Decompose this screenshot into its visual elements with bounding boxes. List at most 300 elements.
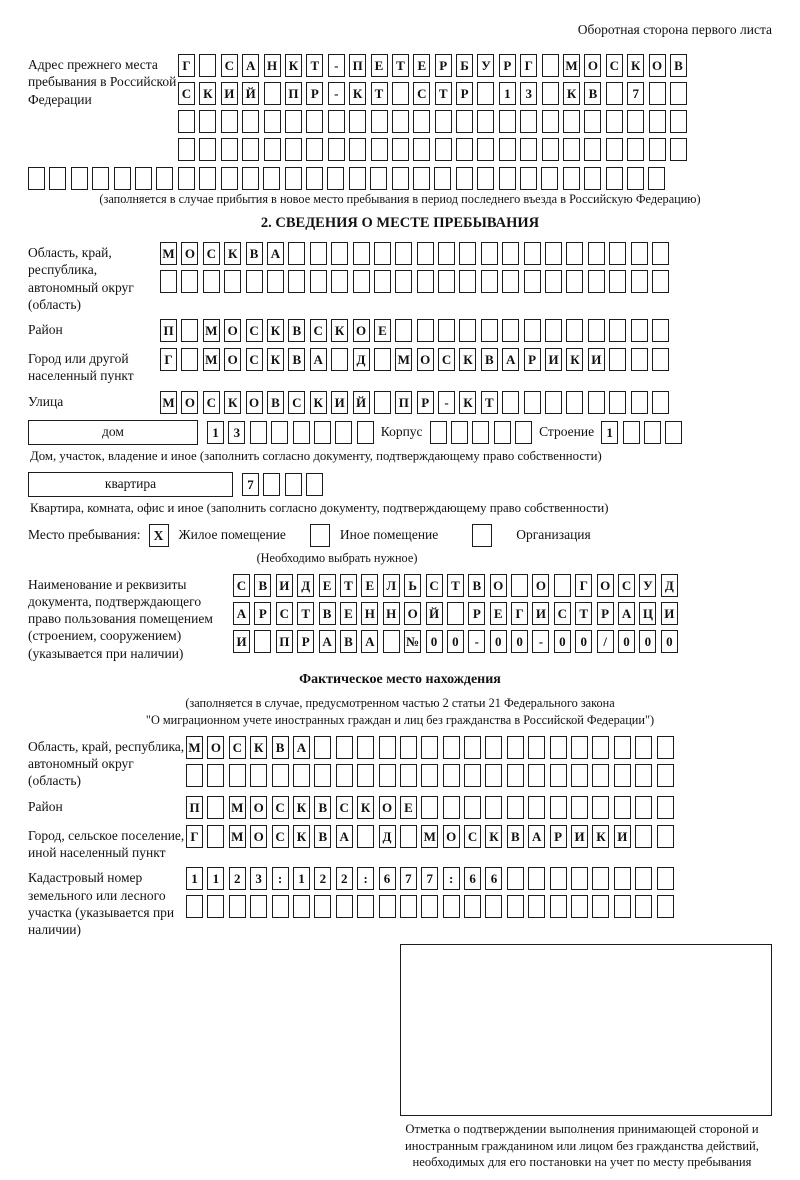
char-box[interactable]: Т: [306, 54, 323, 77]
char-box[interactable]: [392, 110, 409, 133]
char-box[interactable]: Р: [456, 82, 473, 105]
char-box[interactable]: С: [246, 348, 263, 371]
char-box[interactable]: [199, 138, 216, 161]
char-box[interactable]: [395, 242, 412, 265]
char-box[interactable]: [606, 110, 623, 133]
char-box[interactable]: А: [618, 602, 635, 625]
char-box[interactable]: С: [178, 82, 195, 105]
char-box[interactable]: [272, 895, 289, 918]
char-box[interactable]: [400, 895, 417, 918]
char-box[interactable]: [374, 348, 391, 371]
char-box[interactable]: [285, 110, 302, 133]
char-box[interactable]: [285, 473, 302, 496]
char-box[interactable]: :: [272, 867, 289, 890]
char-box[interactable]: [670, 110, 687, 133]
char-box[interactable]: [652, 242, 669, 265]
char-box[interactable]: [520, 167, 537, 190]
char-box[interactable]: [631, 270, 648, 293]
char-box[interactable]: К: [293, 825, 310, 848]
char-box[interactable]: -: [328, 82, 345, 105]
char-box[interactable]: И: [588, 348, 605, 371]
char-box[interactable]: 0: [661, 630, 678, 653]
char-box[interactable]: 1: [207, 867, 224, 890]
char-box[interactable]: 0: [511, 630, 528, 653]
char-box[interactable]: [528, 895, 545, 918]
char-box[interactable]: [357, 825, 374, 848]
char-box[interactable]: С: [272, 825, 289, 848]
char-box[interactable]: С: [246, 319, 263, 342]
char-box[interactable]: [588, 391, 605, 414]
char-box[interactable]: [588, 242, 605, 265]
char-box[interactable]: [520, 138, 537, 161]
char-box[interactable]: [563, 138, 580, 161]
char-box[interactable]: [288, 270, 305, 293]
char-box[interactable]: [221, 138, 238, 161]
char-box[interactable]: [314, 895, 331, 918]
char-box[interactable]: М: [203, 319, 220, 342]
char-box[interactable]: [528, 867, 545, 890]
char-box[interactable]: 3: [228, 421, 245, 444]
char-box[interactable]: В: [584, 82, 601, 105]
char-box[interactable]: [502, 391, 519, 414]
char-box[interactable]: [293, 764, 310, 787]
char-box[interactable]: [306, 473, 323, 496]
char-box[interactable]: [627, 110, 644, 133]
char-box[interactable]: Е: [361, 574, 378, 597]
char-box[interactable]: [379, 736, 396, 759]
house-type-box[interactable]: дом: [28, 420, 198, 445]
char-box[interactable]: [264, 82, 281, 105]
char-box[interactable]: [464, 764, 481, 787]
char-box[interactable]: Г: [186, 825, 203, 848]
char-box[interactable]: [657, 796, 674, 819]
char-box[interactable]: [328, 138, 345, 161]
char-box[interactable]: М: [421, 825, 438, 848]
char-box[interactable]: В: [254, 574, 271, 597]
char-box[interactable]: [438, 270, 455, 293]
char-box[interactable]: [293, 421, 310, 444]
char-box[interactable]: М: [160, 391, 177, 414]
char-box[interactable]: К: [563, 82, 580, 105]
char-box[interactable]: А: [242, 54, 259, 77]
char-box[interactable]: [417, 319, 434, 342]
char-box[interactable]: [563, 167, 580, 190]
char-box[interactable]: -: [328, 54, 345, 77]
char-box[interactable]: [571, 867, 588, 890]
char-box[interactable]: 6: [379, 867, 396, 890]
char-box[interactable]: [649, 82, 666, 105]
char-box[interactable]: 3: [520, 82, 537, 105]
char-box[interactable]: [554, 574, 571, 597]
char-box[interactable]: С: [618, 574, 635, 597]
char-box[interactable]: 0: [575, 630, 592, 653]
char-box[interactable]: [335, 421, 352, 444]
char-box[interactable]: [443, 796, 460, 819]
char-box[interactable]: [614, 736, 631, 759]
char-box[interactable]: [435, 138, 452, 161]
char-box[interactable]: [421, 895, 438, 918]
char-box[interactable]: В: [272, 736, 289, 759]
char-box[interactable]: [464, 736, 481, 759]
char-box[interactable]: [456, 138, 473, 161]
char-box[interactable]: [507, 895, 524, 918]
char-box[interactable]: 0: [490, 630, 507, 653]
apartment-type-box[interactable]: квартира: [28, 472, 233, 497]
char-box[interactable]: И: [233, 630, 250, 653]
char-box[interactable]: Е: [371, 54, 388, 77]
char-box[interactable]: [528, 796, 545, 819]
char-box[interactable]: [614, 895, 631, 918]
char-box[interactable]: У: [477, 54, 494, 77]
char-box[interactable]: [374, 391, 391, 414]
char-box[interactable]: [392, 82, 409, 105]
char-box[interactable]: [507, 736, 524, 759]
char-box[interactable]: [156, 167, 173, 190]
char-box[interactable]: О: [404, 602, 421, 625]
char-box[interactable]: Д: [353, 348, 370, 371]
char-box[interactable]: С: [336, 796, 353, 819]
char-box[interactable]: Т: [481, 391, 498, 414]
char-box[interactable]: [571, 895, 588, 918]
char-box[interactable]: [331, 242, 348, 265]
char-box[interactable]: Т: [435, 82, 452, 105]
char-box[interactable]: -: [468, 630, 485, 653]
char-box[interactable]: Е: [490, 602, 507, 625]
char-box[interactable]: О: [224, 348, 241, 371]
char-box[interactable]: М: [186, 736, 203, 759]
char-box[interactable]: [584, 167, 601, 190]
char-box[interactable]: Т: [447, 574, 464, 597]
char-box[interactable]: [631, 242, 648, 265]
char-box[interactable]: [545, 270, 562, 293]
char-box[interactable]: Р: [499, 54, 516, 77]
char-box[interactable]: [443, 764, 460, 787]
char-box[interactable]: 0: [447, 630, 464, 653]
char-box[interactable]: [614, 867, 631, 890]
char-box[interactable]: С: [426, 574, 443, 597]
char-box[interactable]: [438, 319, 455, 342]
char-box[interactable]: [314, 764, 331, 787]
char-box[interactable]: А: [267, 242, 284, 265]
char-box[interactable]: С: [438, 348, 455, 371]
char-box[interactable]: [652, 348, 669, 371]
char-box[interactable]: И: [532, 602, 549, 625]
char-box[interactable]: [221, 167, 238, 190]
char-box[interactable]: Т: [297, 602, 314, 625]
char-box[interactable]: [135, 167, 152, 190]
char-box[interactable]: [353, 270, 370, 293]
char-box[interactable]: [421, 736, 438, 759]
char-box[interactable]: [181, 319, 198, 342]
char-box[interactable]: Р: [435, 54, 452, 77]
char-box[interactable]: [571, 736, 588, 759]
char-box[interactable]: [609, 319, 626, 342]
char-box[interactable]: /: [597, 630, 614, 653]
char-box[interactable]: [417, 242, 434, 265]
char-box[interactable]: И: [276, 574, 293, 597]
char-box[interactable]: [511, 574, 528, 597]
char-box[interactable]: [207, 764, 224, 787]
char-box[interactable]: К: [592, 825, 609, 848]
char-box[interactable]: [592, 736, 609, 759]
char-box[interactable]: [306, 167, 323, 190]
char-box[interactable]: [395, 270, 412, 293]
char-box[interactable]: Р: [524, 348, 541, 371]
char-box[interactable]: [288, 242, 305, 265]
char-box[interactable]: [413, 110, 430, 133]
char-box[interactable]: [588, 270, 605, 293]
char-box[interactable]: Т: [371, 82, 388, 105]
char-box[interactable]: [627, 138, 644, 161]
char-box[interactable]: [181, 348, 198, 371]
char-box[interactable]: [306, 110, 323, 133]
char-box[interactable]: [357, 421, 374, 444]
char-box[interactable]: В: [314, 796, 331, 819]
char-box[interactable]: [545, 319, 562, 342]
char-box[interactable]: С: [233, 574, 250, 597]
char-box[interactable]: [370, 167, 387, 190]
char-box[interactable]: Й: [242, 82, 259, 105]
char-box[interactable]: [451, 421, 468, 444]
char-box[interactable]: 0: [639, 630, 656, 653]
char-box[interactable]: [477, 110, 494, 133]
char-box[interactable]: [383, 630, 400, 653]
char-box[interactable]: [528, 736, 545, 759]
char-box[interactable]: К: [224, 242, 241, 265]
char-box[interactable]: М: [395, 348, 412, 371]
char-box[interactable]: [550, 796, 567, 819]
char-box[interactable]: [456, 167, 473, 190]
char-box[interactable]: [477, 138, 494, 161]
char-box[interactable]: [644, 421, 661, 444]
char-box[interactable]: [443, 895, 460, 918]
char-box[interactable]: [670, 82, 687, 105]
char-box[interactable]: [635, 867, 652, 890]
char-box[interactable]: [631, 391, 648, 414]
char-box[interactable]: [459, 319, 476, 342]
char-box[interactable]: [71, 167, 88, 190]
char-box[interactable]: [550, 867, 567, 890]
char-box[interactable]: М: [563, 54, 580, 77]
char-box[interactable]: [657, 736, 674, 759]
char-box[interactable]: [635, 736, 652, 759]
char-box[interactable]: [199, 167, 216, 190]
char-box[interactable]: Е: [319, 574, 336, 597]
char-box[interactable]: Д: [661, 574, 678, 597]
char-box[interactable]: К: [357, 796, 374, 819]
char-box[interactable]: О: [379, 796, 396, 819]
char-box[interactable]: [435, 110, 452, 133]
char-box[interactable]: -: [438, 391, 455, 414]
char-box[interactable]: [306, 138, 323, 161]
char-box[interactable]: [566, 242, 583, 265]
char-box[interactable]: [494, 421, 511, 444]
char-box[interactable]: [524, 270, 541, 293]
char-box[interactable]: К: [267, 348, 284, 371]
char-box[interactable]: [379, 764, 396, 787]
char-box[interactable]: Р: [550, 825, 567, 848]
char-box[interactable]: 6: [485, 867, 502, 890]
char-box[interactable]: [349, 138, 366, 161]
char-box[interactable]: [528, 764, 545, 787]
char-box[interactable]: [246, 270, 263, 293]
char-box[interactable]: А: [361, 630, 378, 653]
char-box[interactable]: С: [413, 82, 430, 105]
char-box[interactable]: [648, 167, 665, 190]
char-box[interactable]: Р: [297, 630, 314, 653]
char-box[interactable]: Т: [392, 54, 409, 77]
char-box[interactable]: [524, 391, 541, 414]
char-box[interactable]: [649, 110, 666, 133]
char-box[interactable]: [28, 167, 45, 190]
char-box[interactable]: [250, 421, 267, 444]
char-box[interactable]: [331, 348, 348, 371]
char-box[interactable]: 1: [499, 82, 516, 105]
char-box[interactable]: [207, 796, 224, 819]
char-box[interactable]: В: [340, 630, 357, 653]
char-box[interactable]: А: [528, 825, 545, 848]
char-box[interactable]: [186, 764, 203, 787]
char-box[interactable]: [485, 736, 502, 759]
char-box[interactable]: В: [288, 319, 305, 342]
char-box[interactable]: В: [314, 825, 331, 848]
char-box[interactable]: [652, 391, 669, 414]
char-box[interactable]: [606, 167, 623, 190]
char-box[interactable]: [374, 242, 391, 265]
char-box[interactable]: О: [490, 574, 507, 597]
char-box[interactable]: К: [293, 796, 310, 819]
char-box[interactable]: [635, 764, 652, 787]
char-box[interactable]: 2: [336, 867, 353, 890]
char-box[interactable]: [502, 270, 519, 293]
char-box[interactable]: [392, 138, 409, 161]
char-box[interactable]: [199, 54, 216, 77]
char-box[interactable]: [499, 110, 516, 133]
char-box[interactable]: О: [246, 391, 263, 414]
char-box[interactable]: К: [285, 54, 302, 77]
char-box[interactable]: В: [670, 54, 687, 77]
char-box[interactable]: [481, 242, 498, 265]
char-box[interactable]: Д: [379, 825, 396, 848]
char-box[interactable]: [459, 270, 476, 293]
char-box[interactable]: [413, 138, 430, 161]
char-box[interactable]: 1: [186, 867, 203, 890]
char-box[interactable]: [592, 764, 609, 787]
checkbox-residential[interactable]: X: [149, 524, 169, 547]
char-box[interactable]: С: [272, 796, 289, 819]
char-box[interactable]: Б: [456, 54, 473, 77]
char-box[interactable]: [665, 421, 682, 444]
char-box[interactable]: Г: [520, 54, 537, 77]
char-box[interactable]: А: [293, 736, 310, 759]
char-box[interactable]: [417, 270, 434, 293]
char-box[interactable]: Н: [383, 602, 400, 625]
char-box[interactable]: М: [160, 242, 177, 265]
char-box[interactable]: С: [229, 736, 246, 759]
char-box[interactable]: [430, 421, 447, 444]
char-box[interactable]: С: [288, 391, 305, 414]
char-box[interactable]: [271, 421, 288, 444]
char-box[interactable]: :: [443, 867, 460, 890]
char-box[interactable]: О: [649, 54, 666, 77]
char-box[interactable]: [242, 167, 259, 190]
char-box[interactable]: О: [250, 825, 267, 848]
char-box[interactable]: [477, 167, 494, 190]
char-box[interactable]: 0: [618, 630, 635, 653]
char-box[interactable]: [413, 167, 430, 190]
char-box[interactable]: С: [203, 391, 220, 414]
char-box[interactable]: [609, 242, 626, 265]
char-box[interactable]: :: [357, 867, 374, 890]
char-box[interactable]: [657, 764, 674, 787]
char-box[interactable]: М: [229, 796, 246, 819]
char-box[interactable]: [331, 270, 348, 293]
char-box[interactable]: О: [353, 319, 370, 342]
char-box[interactable]: [254, 630, 271, 653]
char-box[interactable]: [631, 348, 648, 371]
char-box[interactable]: [456, 110, 473, 133]
char-box[interactable]: [550, 764, 567, 787]
char-box[interactable]: 1: [207, 421, 224, 444]
char-box[interactable]: 6: [464, 867, 481, 890]
char-box[interactable]: Р: [597, 602, 614, 625]
char-box[interactable]: Т: [340, 574, 357, 597]
char-box[interactable]: П: [186, 796, 203, 819]
char-box[interactable]: 3: [250, 867, 267, 890]
char-box[interactable]: [114, 167, 131, 190]
char-box[interactable]: Д: [297, 574, 314, 597]
char-box[interactable]: С: [606, 54, 623, 77]
char-box[interactable]: [421, 764, 438, 787]
char-box[interactable]: О: [224, 319, 241, 342]
char-box[interactable]: [49, 167, 66, 190]
char-box[interactable]: Е: [413, 54, 430, 77]
char-box[interactable]: И: [221, 82, 238, 105]
char-box[interactable]: О: [532, 574, 549, 597]
char-box[interactable]: И: [545, 348, 562, 371]
char-box[interactable]: [443, 736, 460, 759]
char-box[interactable]: [229, 764, 246, 787]
char-box[interactable]: [542, 138, 559, 161]
char-box[interactable]: [264, 138, 281, 161]
char-box[interactable]: [178, 138, 195, 161]
char-box[interactable]: И: [571, 825, 588, 848]
char-box[interactable]: [434, 167, 451, 190]
char-box[interactable]: [592, 796, 609, 819]
char-box[interactable]: [447, 602, 464, 625]
char-box[interactable]: [524, 242, 541, 265]
char-box[interactable]: [178, 110, 195, 133]
char-box[interactable]: [349, 110, 366, 133]
char-box[interactable]: [464, 796, 481, 819]
char-box[interactable]: [541, 167, 558, 190]
char-box[interactable]: [199, 110, 216, 133]
char-box[interactable]: О: [443, 825, 460, 848]
char-box[interactable]: О: [597, 574, 614, 597]
char-box[interactable]: [353, 242, 370, 265]
char-box[interactable]: [584, 110, 601, 133]
char-box[interactable]: [178, 167, 195, 190]
char-box[interactable]: [229, 895, 246, 918]
char-box[interactable]: [520, 110, 537, 133]
char-box[interactable]: [438, 242, 455, 265]
char-box[interactable]: [242, 110, 259, 133]
char-box[interactable]: [92, 167, 109, 190]
char-box[interactable]: [592, 895, 609, 918]
char-box[interactable]: Н: [361, 602, 378, 625]
char-box[interactable]: К: [485, 825, 502, 848]
char-box[interactable]: [657, 825, 674, 848]
